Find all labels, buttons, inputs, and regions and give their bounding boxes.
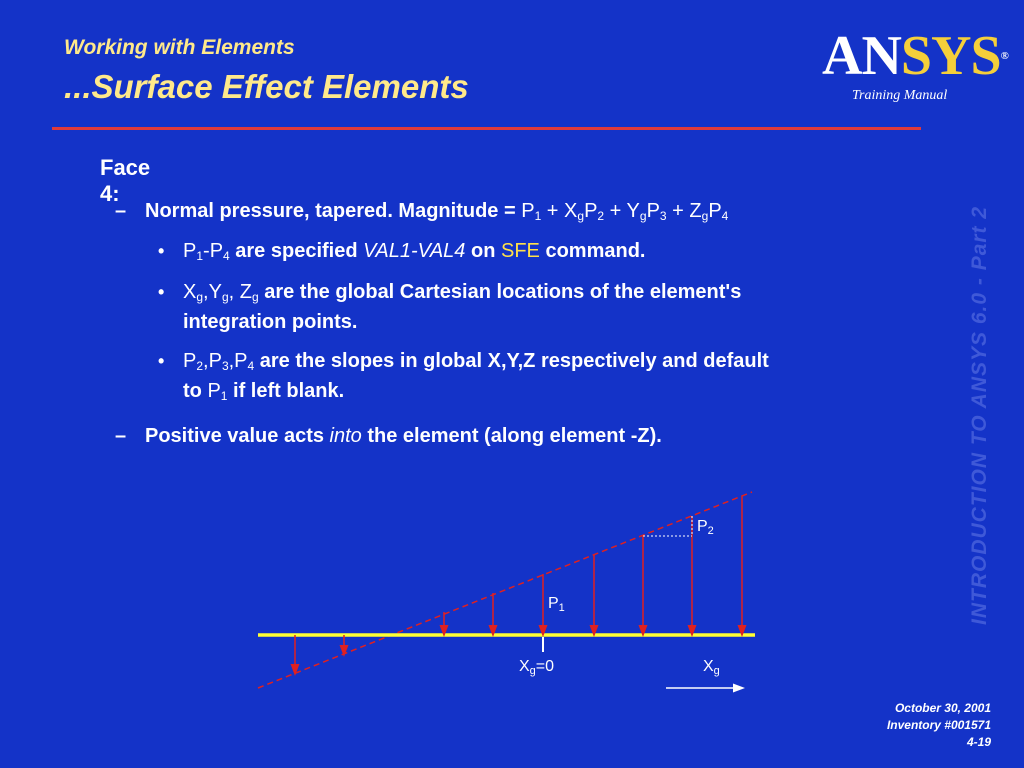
- sfe-command: SFE: [500, 240, 540, 262]
- sub-item-locations-cont: integration points.: [183, 311, 358, 333]
- label-p2: $P_2$: [697, 518, 714, 537]
- taper-line: [258, 492, 752, 688]
- bullet: •: [158, 241, 165, 261]
- face-heading: Face 4:: [100, 155, 151, 206]
- footer-date: October 30, 2001: [894, 701, 991, 715]
- dash-bullet: –: [115, 425, 127, 447]
- logo-an: AN: [822, 25, 901, 87]
- section-title: Working with Elements: [64, 36, 295, 59]
- sub-item-val-command: $P_1-P_4$ are specified VAL1-VAL4 on SFE command.: [183, 240, 646, 263]
- dash-bullet: –: [115, 200, 127, 222]
- sub-item-locations: $X_g,Y_g$, $Z_g$ are the global Cartesian locations of the element's: [183, 281, 742, 304]
- sub-item-slopes-cont: to $P_1$ if left blank.: [183, 380, 345, 403]
- logo-sys: SYS: [900, 25, 1001, 87]
- page-title: ...Surface Effect Elements: [64, 68, 469, 105]
- footer-inventory: Inventory #001571: [886, 718, 991, 732]
- training-manual-label: Training Manual: [852, 88, 948, 103]
- sub-item-slopes: $P_2,P_3,P_4$ are the slopes in global X,Y,Z respectively and default: [183, 350, 769, 373]
- bullet: •: [158, 351, 165, 371]
- side-banner: INTRODUCTION TO ANSYS 6.0 - Part 2: [968, 205, 991, 625]
- label-p1: $P_1$: [548, 595, 565, 614]
- bullet: •: [158, 282, 165, 302]
- logo-registered-mark: ®: [1000, 50, 1008, 62]
- footer-info: [887, 700, 991, 751]
- item-positive-value: Positive value acts into the element (along element -Z).: [145, 425, 662, 447]
- footer-page: 4-19: [966, 735, 991, 749]
- item-normal-pressure: Normal pressure, tapered. Magnitude = $P_1 + X_gP_2 + Y_gP_3 + Z_gP_4$: [145, 200, 729, 223]
- magnitude-formula: $P_1 + X_gP_2 + Y_gP_3 + Z_gP_4$: [521, 200, 729, 223]
- label-xg-zero: $X_g=0$: [519, 658, 555, 677]
- label-xg: $X_g$: [703, 658, 720, 677]
